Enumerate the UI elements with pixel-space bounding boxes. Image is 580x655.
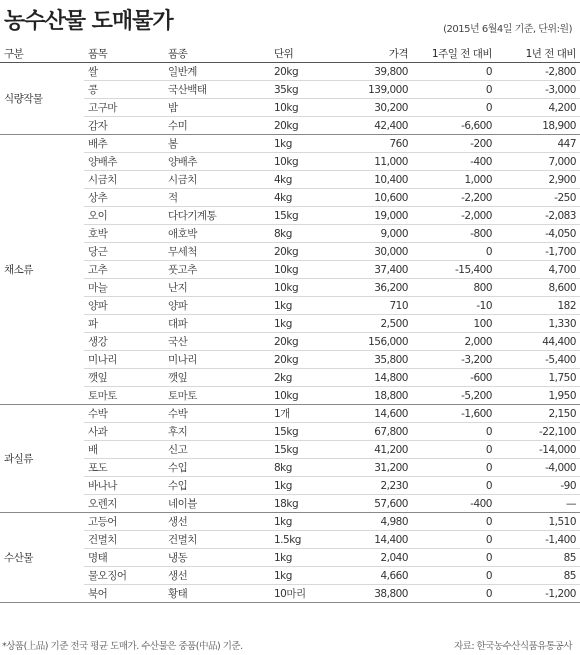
item-cell: 마늘 bbox=[84, 279, 164, 297]
variety-cell: 난지 bbox=[164, 279, 270, 297]
week-change-cell: 0 bbox=[412, 477, 496, 495]
unit-cell: 10kg bbox=[270, 153, 332, 171]
price-cell: 2,040 bbox=[332, 549, 412, 567]
source-note: 자료: 한국농수산식품유통공사 bbox=[453, 641, 572, 652]
week-change-cell: 800 bbox=[412, 279, 496, 297]
header-item: 품목 bbox=[84, 44, 164, 63]
year-change-cell: 1,950 bbox=[496, 387, 580, 405]
variety-cell: 후지 bbox=[164, 423, 270, 441]
variety-cell: 생선 bbox=[164, 513, 270, 531]
year-change-cell: — bbox=[496, 495, 580, 513]
week-change-cell: 0 bbox=[412, 513, 496, 531]
table-row bbox=[0, 351, 580, 369]
table-row bbox=[0, 531, 580, 549]
unit-cell: 15kg bbox=[270, 207, 332, 225]
table-row bbox=[0, 567, 580, 585]
unit-cell: 15kg bbox=[270, 441, 332, 459]
variety-cell: 풋고추 bbox=[164, 261, 270, 279]
table-row bbox=[0, 297, 580, 315]
week-change-cell: -2,200 bbox=[412, 189, 496, 207]
variety-cell: 봄 bbox=[164, 135, 270, 153]
year-change-cell: -1,400 bbox=[496, 531, 580, 549]
price-cell: 30,200 bbox=[332, 99, 412, 117]
year-change-cell: -4,000 bbox=[496, 459, 580, 477]
item-cell: 바나나 bbox=[84, 477, 164, 495]
price-cell: 30,000 bbox=[332, 243, 412, 261]
price-cell: 11,000 bbox=[332, 153, 412, 171]
unit-cell: 10마리 bbox=[270, 585, 332, 603]
header-price: 가격 bbox=[332, 44, 412, 63]
table-row bbox=[0, 549, 580, 567]
price-cell: 36,200 bbox=[332, 279, 412, 297]
table-row bbox=[0, 405, 580, 423]
variety-cell: 애호박 bbox=[164, 225, 270, 243]
week-change-cell: 0 bbox=[412, 531, 496, 549]
week-change-cell: 100 bbox=[412, 315, 496, 333]
item-cell: 상추 bbox=[84, 189, 164, 207]
year-change-cell: -1,700 bbox=[496, 243, 580, 261]
unit-cell: 8kg bbox=[270, 459, 332, 477]
price-cell: 9,000 bbox=[332, 225, 412, 243]
page-title: 농수산물 도매물가 bbox=[4, 9, 173, 34]
item-cell: 북어 bbox=[84, 585, 164, 603]
table-row bbox=[0, 477, 580, 495]
table-row bbox=[0, 63, 580, 81]
week-change-cell: -1,600 bbox=[412, 405, 496, 423]
price-cell: 10,400 bbox=[332, 171, 412, 189]
price-cell: 39,800 bbox=[332, 63, 412, 81]
year-change-cell: -3,000 bbox=[496, 81, 580, 99]
price-cell: 38,800 bbox=[332, 585, 412, 603]
variety-cell: 양배추 bbox=[164, 153, 270, 171]
header-year-change: 1년 전 대비 bbox=[496, 44, 580, 63]
variety-cell: 수입 bbox=[164, 459, 270, 477]
item-cell: 양배추 bbox=[84, 153, 164, 171]
week-change-cell: 0 bbox=[412, 567, 496, 585]
table-row bbox=[0, 135, 580, 153]
year-change-cell: -5,400 bbox=[496, 351, 580, 369]
year-change-cell: 1,750 bbox=[496, 369, 580, 387]
unit-cell: 10kg bbox=[270, 279, 332, 297]
price-cell: 41,200 bbox=[332, 441, 412, 459]
table-row bbox=[0, 369, 580, 387]
week-change-cell: -15,400 bbox=[412, 261, 496, 279]
week-change-cell: 0 bbox=[412, 243, 496, 261]
unit-cell: 1개 bbox=[270, 405, 332, 423]
unit-cell: 1kg bbox=[270, 297, 332, 315]
table-row bbox=[0, 189, 580, 207]
unit-cell: 20kg bbox=[270, 351, 332, 369]
week-change-cell: -400 bbox=[412, 153, 496, 171]
year-change-cell: 447 bbox=[496, 135, 580, 153]
item-cell: 미나리 bbox=[84, 351, 164, 369]
variety-cell: 시금치 bbox=[164, 171, 270, 189]
unit-cell: 1.5kg bbox=[270, 531, 332, 549]
unit-cell: 15kg bbox=[270, 423, 332, 441]
item-cell: 사과 bbox=[84, 423, 164, 441]
category-cell: 수산물 bbox=[0, 513, 84, 603]
price-cell: 139,000 bbox=[332, 81, 412, 99]
variety-cell: 미나리 bbox=[164, 351, 270, 369]
unit-cell: 35kg bbox=[270, 81, 332, 99]
year-change-cell: 4,200 bbox=[496, 99, 580, 117]
price-cell: 14,400 bbox=[332, 531, 412, 549]
unit-cell: 1kg bbox=[270, 513, 332, 531]
price-cell: 4,980 bbox=[332, 513, 412, 531]
date-unit-note: (2015년 6월4일 기준, 단위:원) bbox=[443, 24, 572, 35]
variety-cell: 황태 bbox=[164, 585, 270, 603]
year-change-cell: 4,700 bbox=[496, 261, 580, 279]
year-change-cell: 1,330 bbox=[496, 315, 580, 333]
week-change-cell: -10 bbox=[412, 297, 496, 315]
unit-cell: 1kg bbox=[270, 315, 332, 333]
week-change-cell: -400 bbox=[412, 495, 496, 513]
price-cell: 31,200 bbox=[332, 459, 412, 477]
price-cell: 14,600 bbox=[332, 405, 412, 423]
variety-cell: 수입 bbox=[164, 477, 270, 495]
table-header-row bbox=[0, 44, 580, 63]
table-row bbox=[0, 81, 580, 99]
table-row bbox=[0, 513, 580, 531]
year-change-cell: -4,050 bbox=[496, 225, 580, 243]
year-change-cell: 44,400 bbox=[496, 333, 580, 351]
table-row bbox=[0, 99, 580, 117]
item-cell: 호박 bbox=[84, 225, 164, 243]
table-row bbox=[0, 333, 580, 351]
variety-cell: 국산백태 bbox=[164, 81, 270, 99]
item-cell: 생강 bbox=[84, 333, 164, 351]
item-cell: 쌀 bbox=[84, 63, 164, 81]
item-cell: 깻잎 bbox=[84, 369, 164, 387]
table-row bbox=[0, 171, 580, 189]
unit-cell: 1kg bbox=[270, 477, 332, 495]
table-row bbox=[0, 315, 580, 333]
item-cell: 배 bbox=[84, 441, 164, 459]
week-change-cell: -800 bbox=[412, 225, 496, 243]
item-cell: 양파 bbox=[84, 297, 164, 315]
price-cell: 2,230 bbox=[332, 477, 412, 495]
price-cell: 37,400 bbox=[332, 261, 412, 279]
unit-cell: 10kg bbox=[270, 261, 332, 279]
week-change-cell: 0 bbox=[412, 81, 496, 99]
item-cell: 물오징어 bbox=[84, 567, 164, 585]
year-change-cell: 2,150 bbox=[496, 405, 580, 423]
item-cell: 고등어 bbox=[84, 513, 164, 531]
year-change-cell: -1,200 bbox=[496, 585, 580, 603]
year-change-cell: -2,083 bbox=[496, 207, 580, 225]
unit-cell: 20kg bbox=[270, 117, 332, 135]
table-row bbox=[0, 279, 580, 297]
header-week-change: 1주일 전 대비 bbox=[412, 44, 496, 63]
year-change-cell: 7,000 bbox=[496, 153, 580, 171]
year-change-cell: 1,510 bbox=[496, 513, 580, 531]
unit-cell: 20kg bbox=[270, 243, 332, 261]
week-change-cell: -600 bbox=[412, 369, 496, 387]
variety-cell: 생선 bbox=[164, 567, 270, 585]
year-change-cell: -14,000 bbox=[496, 441, 580, 459]
variety-cell: 대파 bbox=[164, 315, 270, 333]
header-variety: 품종 bbox=[164, 44, 270, 63]
table-row bbox=[0, 459, 580, 477]
week-change-cell: 0 bbox=[412, 549, 496, 567]
week-change-cell: 0 bbox=[412, 99, 496, 117]
price-cell: 10,600 bbox=[332, 189, 412, 207]
category-cell: 채소류 bbox=[0, 135, 84, 405]
price-cell: 67,800 bbox=[332, 423, 412, 441]
price-cell: 57,600 bbox=[332, 495, 412, 513]
variety-cell: 밤 bbox=[164, 99, 270, 117]
price-cell: 35,800 bbox=[332, 351, 412, 369]
header-unit: 단위 bbox=[270, 44, 332, 63]
item-cell: 시금치 bbox=[84, 171, 164, 189]
variety-cell: 국산 bbox=[164, 333, 270, 351]
year-change-cell: 2,900 bbox=[496, 171, 580, 189]
unit-cell: 4kg bbox=[270, 171, 332, 189]
price-cell: 19,000 bbox=[332, 207, 412, 225]
variety-cell: 수박 bbox=[164, 405, 270, 423]
unit-cell: 20kg bbox=[270, 63, 332, 81]
unit-cell: 10kg bbox=[270, 99, 332, 117]
item-cell: 당근 bbox=[84, 243, 164, 261]
week-change-cell: 1,000 bbox=[412, 171, 496, 189]
table-row bbox=[0, 243, 580, 261]
table-row bbox=[0, 423, 580, 441]
week-change-cell: -2,000 bbox=[412, 207, 496, 225]
unit-cell: 20kg bbox=[270, 333, 332, 351]
variety-cell: 일반계 bbox=[164, 63, 270, 81]
year-change-cell: -90 bbox=[496, 477, 580, 495]
variety-cell: 양파 bbox=[164, 297, 270, 315]
price-cell: 156,000 bbox=[332, 333, 412, 351]
variety-cell: 깻잎 bbox=[164, 369, 270, 387]
unit-cell: 10kg bbox=[270, 387, 332, 405]
unit-cell: 8kg bbox=[270, 225, 332, 243]
unit-cell: 2kg bbox=[270, 369, 332, 387]
variety-cell: 수미 bbox=[164, 117, 270, 135]
table-row bbox=[0, 117, 580, 135]
unit-cell: 4kg bbox=[270, 189, 332, 207]
year-change-cell: -22,100 bbox=[496, 423, 580, 441]
item-cell: 감자 bbox=[84, 117, 164, 135]
price-cell: 14,800 bbox=[332, 369, 412, 387]
week-change-cell: -3,200 bbox=[412, 351, 496, 369]
wholesale-price-table bbox=[0, 44, 580, 603]
variety-cell: 건멸치 bbox=[164, 531, 270, 549]
variety-cell: 무세척 bbox=[164, 243, 270, 261]
unit-cell: 1kg bbox=[270, 135, 332, 153]
price-cell: 2,500 bbox=[332, 315, 412, 333]
table-row bbox=[0, 441, 580, 459]
week-change-cell: 0 bbox=[412, 585, 496, 603]
item-cell: 명태 bbox=[84, 549, 164, 567]
item-cell: 수박 bbox=[84, 405, 164, 423]
unit-cell: 1kg bbox=[270, 567, 332, 585]
week-change-cell: 0 bbox=[412, 441, 496, 459]
week-change-cell: 0 bbox=[412, 423, 496, 441]
price-cell: 4,660 bbox=[332, 567, 412, 585]
table-row bbox=[0, 387, 580, 405]
item-cell: 콩 bbox=[84, 81, 164, 99]
year-change-cell: -2,800 bbox=[496, 63, 580, 81]
week-change-cell: 0 bbox=[412, 63, 496, 81]
week-change-cell: 0 bbox=[412, 459, 496, 477]
category-cell: 과실류 bbox=[0, 405, 84, 513]
table-row bbox=[0, 261, 580, 279]
item-cell: 고구마 bbox=[84, 99, 164, 117]
week-change-cell: -6,600 bbox=[412, 117, 496, 135]
item-cell: 포도 bbox=[84, 459, 164, 477]
year-change-cell: 85 bbox=[496, 567, 580, 585]
year-change-cell: -250 bbox=[496, 189, 580, 207]
price-cell: 710 bbox=[332, 297, 412, 315]
item-cell: 토마토 bbox=[84, 387, 164, 405]
variety-cell: 적 bbox=[164, 189, 270, 207]
variety-cell: 토마토 bbox=[164, 387, 270, 405]
footnote: *상품(上品) 기준 전국 평균 도매가. 수산물은 중품(中品) 기준. bbox=[2, 641, 243, 652]
variety-cell: 다다기계통 bbox=[164, 207, 270, 225]
item-cell: 배추 bbox=[84, 135, 164, 153]
variety-cell: 신고 bbox=[164, 441, 270, 459]
category-cell: 식량작물 bbox=[0, 63, 84, 135]
table-row bbox=[0, 207, 580, 225]
header-category: 구분 bbox=[0, 44, 84, 63]
table-row bbox=[0, 495, 580, 513]
price-cell: 760 bbox=[332, 135, 412, 153]
variety-cell: 네이블 bbox=[164, 495, 270, 513]
variety-cell: 냉동 bbox=[164, 549, 270, 567]
price-cell: 18,800 bbox=[332, 387, 412, 405]
year-change-cell: 18,900 bbox=[496, 117, 580, 135]
week-change-cell: -5,200 bbox=[412, 387, 496, 405]
table-row bbox=[0, 585, 580, 603]
item-cell: 오이 bbox=[84, 207, 164, 225]
item-cell: 건멸치 bbox=[84, 531, 164, 549]
table-body bbox=[0, 63, 580, 603]
table-row bbox=[0, 225, 580, 243]
item-cell: 오렌지 bbox=[84, 495, 164, 513]
year-change-cell: 8,600 bbox=[496, 279, 580, 297]
unit-cell: 1kg bbox=[270, 549, 332, 567]
unit-cell: 18kg bbox=[270, 495, 332, 513]
year-change-cell: 85 bbox=[496, 549, 580, 567]
week-change-cell: 2,000 bbox=[412, 333, 496, 351]
year-change-cell: 182 bbox=[496, 297, 580, 315]
price-cell: 42,400 bbox=[332, 117, 412, 135]
item-cell: 고추 bbox=[84, 261, 164, 279]
item-cell: 파 bbox=[84, 315, 164, 333]
table-row bbox=[0, 153, 580, 171]
week-change-cell: -200 bbox=[412, 135, 496, 153]
